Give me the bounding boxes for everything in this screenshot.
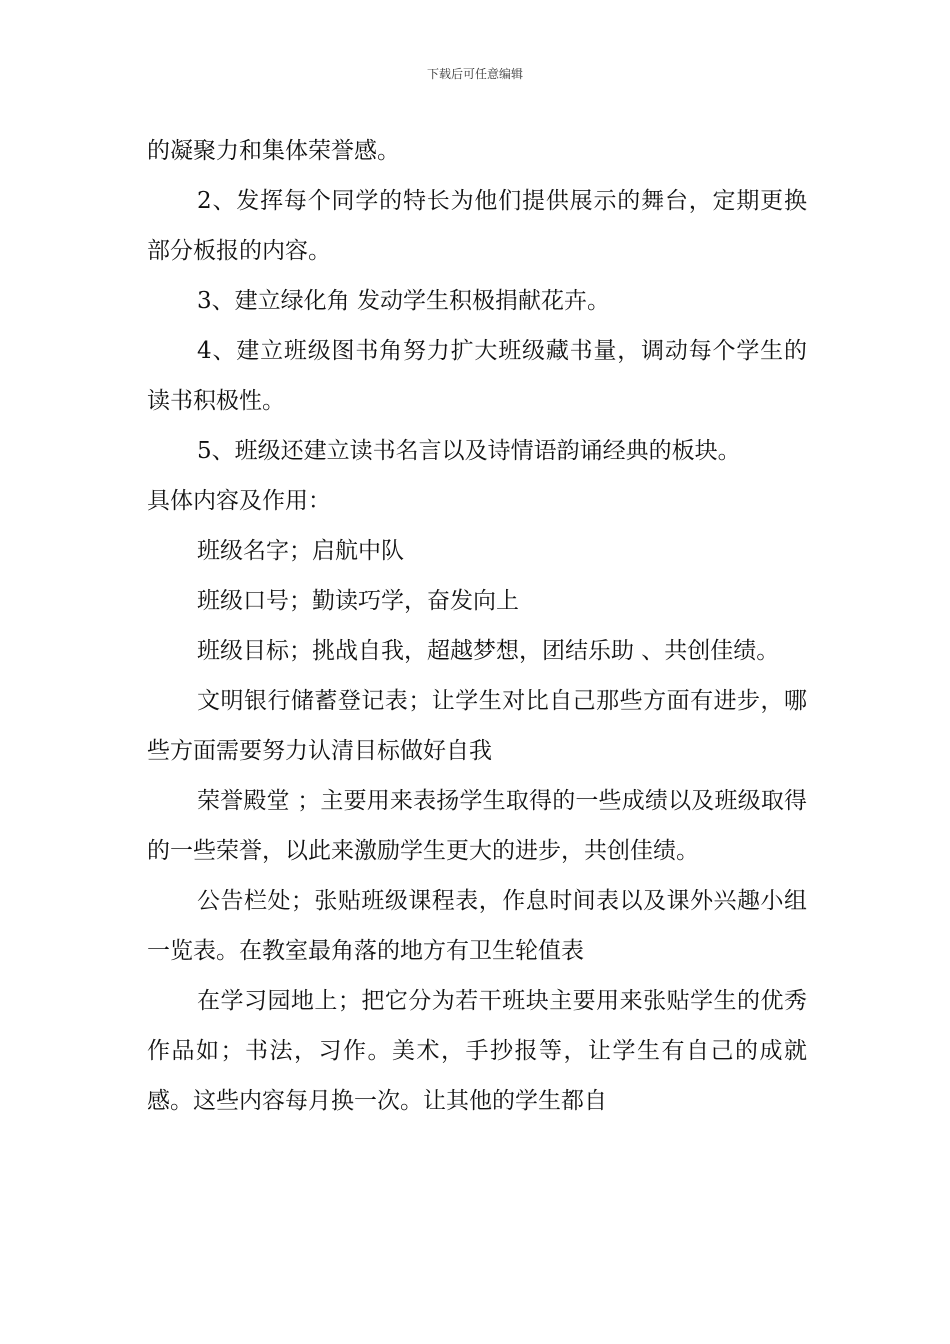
paragraph: 公告栏处；张贴班级课程表，作息时间表以及课外兴趣小组一览表。在教室最角落的地方有卫生轮值表 (147, 888, 807, 964)
paragraph: 具体内容及作用： (147, 488, 331, 514)
paragraph: 班级名字；启航中队 (197, 538, 404, 564)
document-body (147, 126, 807, 1126)
paragraph: 4、建立班级图书角努力扩大班级藏书量，调动每个学生的读书积极性。 (147, 338, 807, 414)
paragraph: 3、建立绿化角 发动学生积极捐献花卉。 (197, 288, 610, 314)
paragraph: 在学习园地上；把它分为若干班块主要用来张贴学生的优秀作品如；书法，习作。美术，手抄报等，让学生有自己的成就感。这些内容每月换一次。让其他的学生都自 (147, 988, 807, 1114)
paragraph: 文明银行储蓄登记表；让学生对比自己那些方面有进步，哪些方面需要努力认清目标做好自我 (147, 688, 807, 764)
paragraph: 的凝聚力和集体荣誉感。 (147, 138, 400, 164)
paragraph: 2、发挥每个同学的特长为他们提供展示的舞台，定期更换部分板报的内容。 (147, 188, 807, 264)
page-header: 下载后可任意编辑 (426, 67, 523, 81)
paragraph: 荣誉殿堂 ；主要用来表扬学生取得的一些成绩以及班级取得的一些荣誉，以此来激励学生更大的进步，共创佳绩。 (147, 788, 807, 864)
paragraph: 5、班级还建立读书名言以及诗情语韵诵经典的板块。 (197, 438, 741, 464)
paragraph: 班级口号；勤读巧学，奋发向上 (197, 588, 519, 614)
paragraph: 班级目标；挑战自我，超越梦想，团结乐助 、共创佳绩。 (197, 638, 780, 664)
